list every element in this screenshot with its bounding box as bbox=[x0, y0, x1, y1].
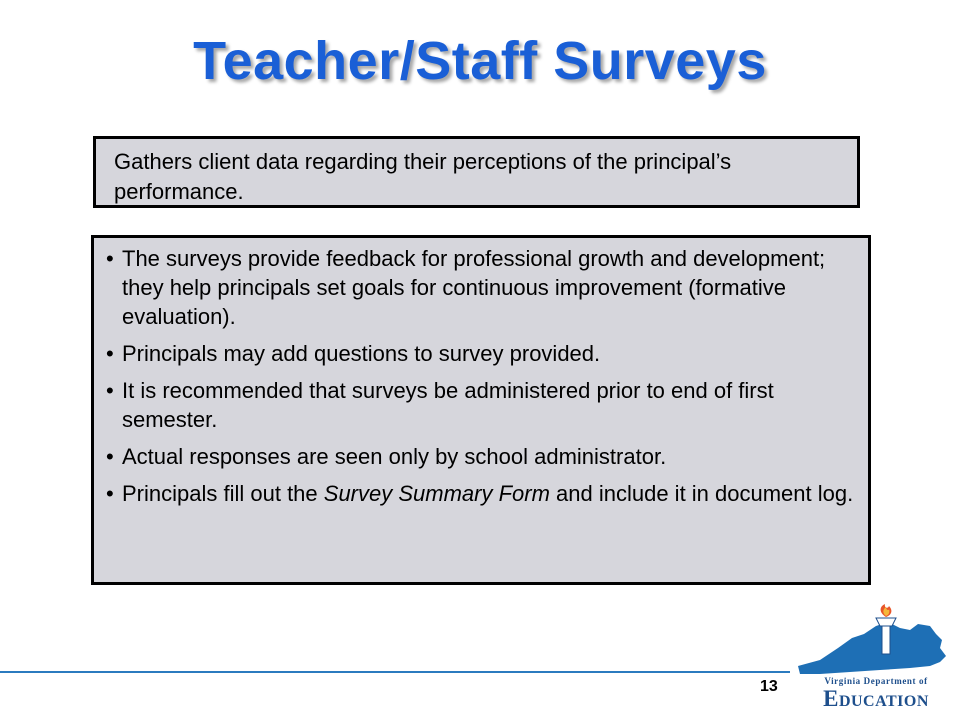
definition-text: Gathers client data regarding their perceptions of the principal’s performance. bbox=[114, 149, 732, 204]
bullet-text: The surveys provide feedback for professional growth and development; they help principals set goals for continuous improvement (formative evaluation). bbox=[122, 246, 826, 329]
virginia-torch-icon bbox=[790, 604, 950, 679]
bullet-marker: • bbox=[106, 246, 114, 271]
bullet-text: Actual responses are seen only by school administrator. bbox=[122, 444, 667, 469]
bullet-box bbox=[91, 235, 871, 585]
bullet-item bbox=[106, 442, 858, 471]
bullet-marker: • bbox=[106, 378, 114, 403]
footer-rule bbox=[0, 671, 790, 673]
definition-box bbox=[93, 136, 860, 208]
bullet-marker: • bbox=[106, 341, 114, 366]
bullet-text: It is recommended that surveys be administered prior to end of first semester. bbox=[122, 378, 774, 432]
bullet-text-pre: Principals fill out the bbox=[122, 481, 324, 506]
bullet-item bbox=[106, 479, 858, 508]
page-number: 13 bbox=[760, 678, 778, 695]
logo-text-department: Virginia Department of bbox=[824, 676, 928, 686]
slide-title: Teacher/Staff Surveys bbox=[193, 31, 767, 91]
bullet-item bbox=[106, 376, 858, 434]
logo-text-education: Education bbox=[823, 686, 929, 711]
bullet-text: Principals may add questions to survey provided. bbox=[122, 341, 601, 366]
bullet-marker: • bbox=[106, 481, 114, 506]
bullet-marker: • bbox=[106, 444, 114, 469]
survey-summary-form-term: Survey Summary Form bbox=[323, 481, 550, 506]
bullet-text-post: and include it in document log. bbox=[549, 481, 854, 506]
bullet-item bbox=[106, 339, 858, 368]
bullet-item bbox=[106, 244, 858, 331]
vdoe-logo bbox=[790, 604, 950, 714]
bullet-list bbox=[106, 244, 858, 508]
